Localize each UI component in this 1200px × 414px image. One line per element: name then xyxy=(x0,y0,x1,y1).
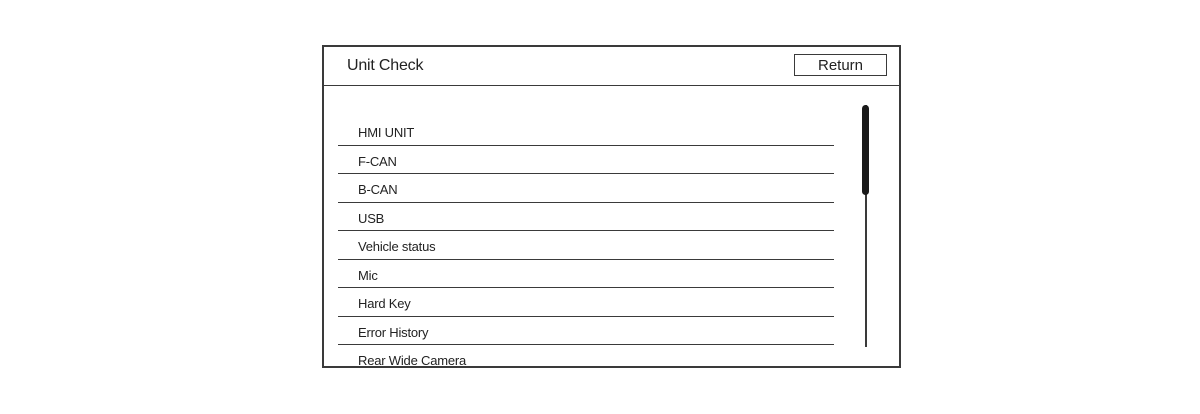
list-item-b-can[interactable] xyxy=(338,174,834,203)
unit-list xyxy=(338,117,834,368)
list-item-vehicle-status[interactable] xyxy=(338,231,834,260)
return-button[interactable]: Return xyxy=(794,54,887,76)
list-item-label: Rear Wide Camera xyxy=(358,353,467,368)
list-item-hard-key[interactable] xyxy=(338,288,834,317)
page-title: Unit Check xyxy=(347,57,424,74)
list-item-error-history[interactable] xyxy=(338,317,834,346)
list-item-label: USB xyxy=(358,210,385,226)
list-item-label: Hard Key xyxy=(358,296,411,311)
list-item-mic[interactable] xyxy=(338,260,834,289)
list-item-label: Vehicle status xyxy=(358,239,436,254)
list-item-label: HMI UNIT xyxy=(358,125,415,140)
unit-check-panel xyxy=(322,45,901,368)
panel-header xyxy=(324,47,899,86)
list-item-label: F-CAN xyxy=(358,153,397,169)
list-item-label: Mic xyxy=(358,267,378,283)
list-item-label: B-CAN xyxy=(358,182,398,197)
list-item-rear-wide-camera[interactable] xyxy=(338,345,834,368)
list-item-f-can[interactable] xyxy=(338,146,834,175)
list-item-usb[interactable] xyxy=(338,203,834,232)
list-item-hmi-unit[interactable] xyxy=(338,117,834,146)
list-item-label: Error History xyxy=(358,324,429,340)
scrollbar-thumb[interactable] xyxy=(862,105,869,195)
